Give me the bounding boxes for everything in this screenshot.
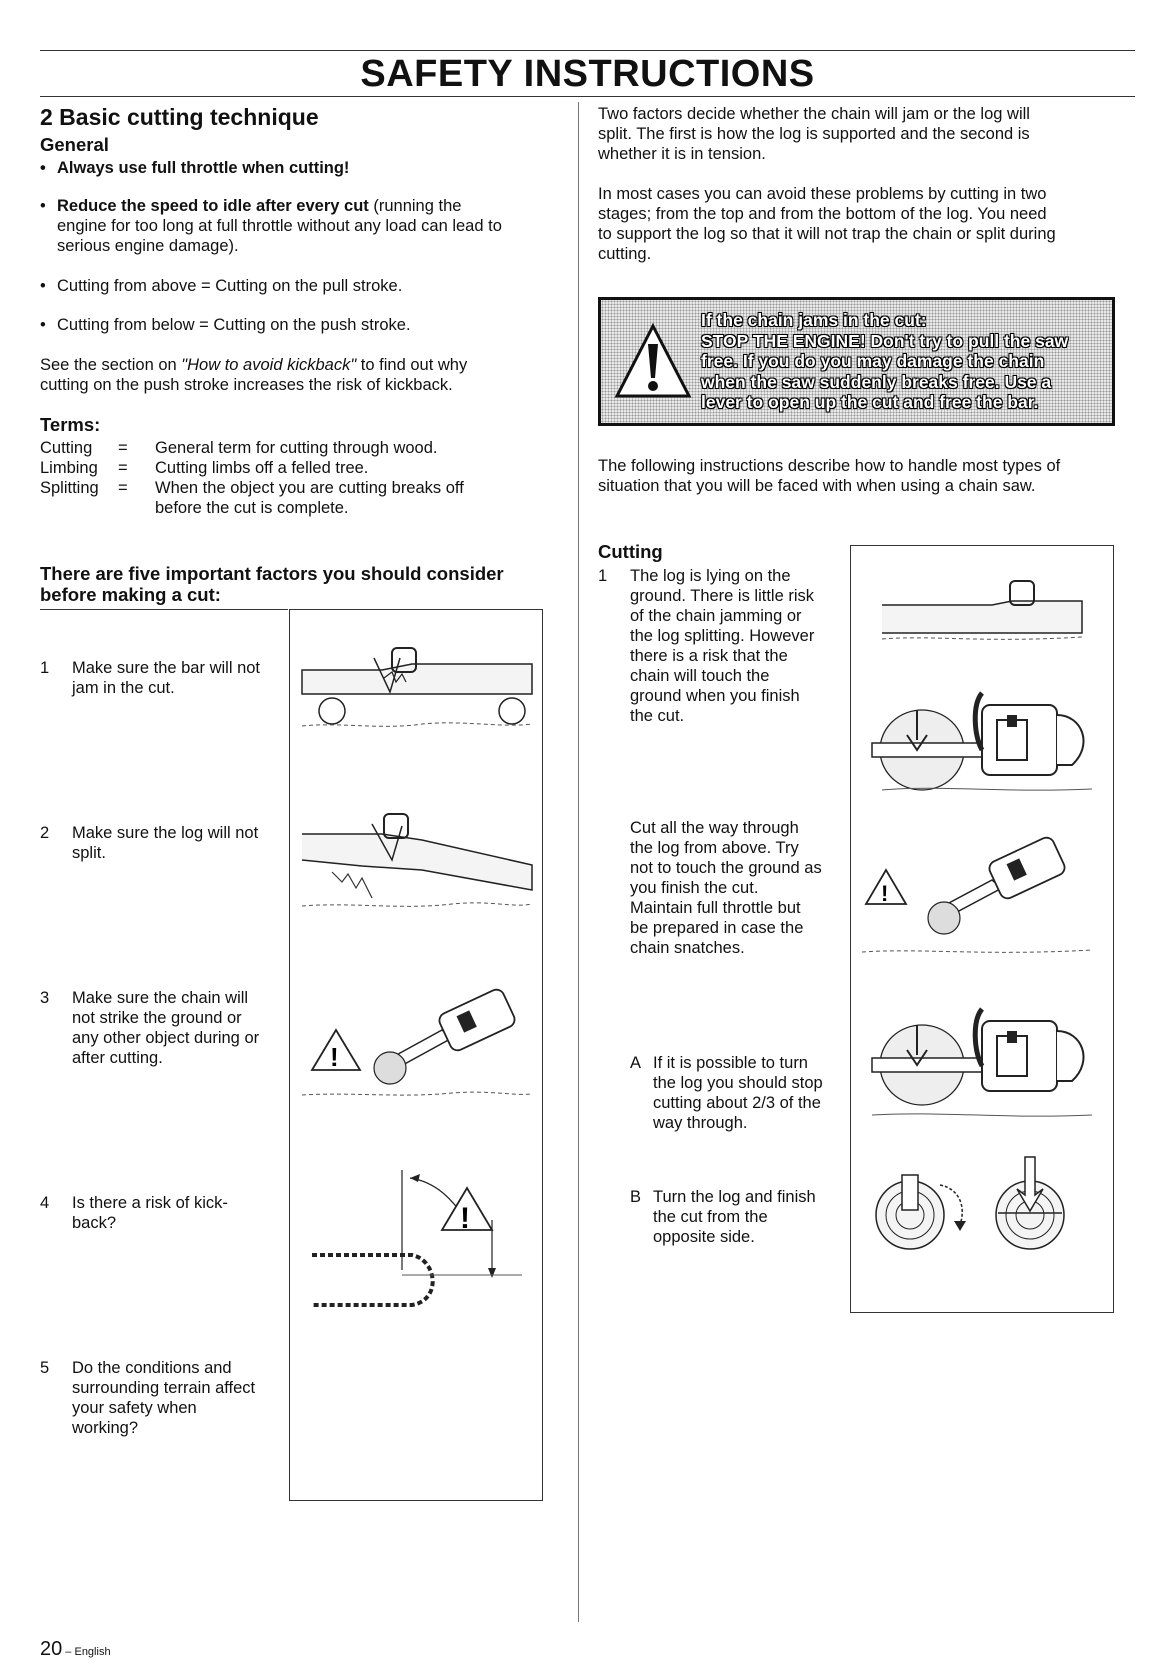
- turn-log-illustration: [862, 1155, 1102, 1265]
- column-divider: [578, 102, 579, 1622]
- factor-text: Do the conditions and surrounding terrain affect your safety when working?: [72, 1359, 256, 1437]
- stop-two-thirds-illustration: [862, 1003, 1102, 1123]
- cutting-heading: Cutting: [598, 541, 663, 562]
- svg-text:!: !: [330, 1042, 339, 1072]
- page-number: 20: [40, 1638, 63, 1660]
- warning-box: [598, 297, 1115, 426]
- header-top-rule: [40, 50, 1135, 51]
- header-bottom-rule: [40, 96, 1135, 97]
- step-a-text: If it is possible to turn the log you should stop cutting about 2/3 of the way through.: [653, 1054, 823, 1132]
- cut-through-illustration: [862, 840, 1102, 960]
- warning-triangle-icon: [613, 322, 693, 402]
- factors-heading-rule: [40, 609, 288, 610]
- footer-language: – English: [62, 1646, 111, 1658]
- factor-number: 3: [40, 989, 50, 1007]
- factor-text: Make sure the log will not split.: [72, 824, 259, 862]
- log-on-ground-illustration: [862, 575, 1102, 795]
- svg-text:!: !: [460, 1202, 470, 1235]
- log-split-illustration: [302, 810, 532, 920]
- factor-number: 5: [40, 1359, 50, 1377]
- cut-through-text: Cut all the way through the log from above. Try not to touch the ground as you finish the cut. Maintain full throttle but be prepared in case the chain snatches.: [630, 819, 822, 957]
- chain-ground-illustration: [302, 990, 532, 1100]
- page-footer: [40, 1638, 111, 1661]
- factor-number: 4: [40, 1194, 50, 1212]
- step-letter: B: [630, 1188, 642, 1206]
- factor-number: 1: [40, 659, 50, 677]
- two-stage-paragraph: In most cases you can avoid these problems by cutting in two stages; from the top and from the bottom of the log. You need to support the log so that it will not trap the chain or split during cutting.: [598, 185, 1056, 263]
- bar-jam-illustration: [302, 648, 532, 738]
- cutting-step-number: 1: [598, 567, 608, 585]
- kickback-reference: See the section on "How to avoid kickback" to find out why cutting on the push stroke increases the risk of kickback.: [40, 356, 468, 394]
- factor-text: Make sure the chain will not strike the ground or any other object during or after cutting.: [72, 989, 260, 1067]
- kickback-illustration: [302, 1160, 532, 1320]
- bullet-idle-speed: • Reduce the speed to idle after every cut (running the engine for too long at full throttle without any load can lead to serious engine damage).: [40, 197, 502, 255]
- warning-text: If the chain jams in the cut: STOP THE ENGINE! Don't try to pull the saw free. If you do you may damage the chain when the saw suddenly breaks free. Use a lever to open up the cut and free the bar.: [701, 310, 1069, 412]
- step-b-text: Turn the log and finish the cut from the opposite side.: [653, 1188, 816, 1246]
- general-heading: General: [40, 134, 109, 155]
- section-title: 2 Basic cutting technique: [40, 104, 319, 130]
- five-factors-heading: There are five important factors you should consider before making a cut:: [40, 563, 504, 605]
- factor-number: 2: [40, 824, 50, 842]
- intro-paragraph: Two factors decide whether the chain will jam or the log will split. The first is how the log is supported and the second is whether it is in tension.: [598, 105, 1030, 163]
- cutting-step-text: The log is lying on the ground. There is little risk of the chain jamming or the log splitting. However there is a risk that the chain will touch the ground when you finish the cut.: [630, 567, 815, 725]
- terms-heading: Terms:: [40, 414, 101, 435]
- instructions-paragraph: The following instructions describe how to handle most types of situation that you will be faced with when using a chain saw.: [598, 457, 1061, 495]
- step-letter: A: [630, 1054, 642, 1072]
- page-title: SAFETY INSTRUCTIONS: [360, 53, 815, 95]
- kickback-link-text: "How to avoid kickback": [181, 356, 357, 374]
- factor-text: Make sure the bar will not jam in the cut.: [72, 659, 261, 697]
- factor-text: Is there a risk of kick- back?: [72, 1194, 228, 1232]
- svg-text:!: !: [881, 881, 889, 906]
